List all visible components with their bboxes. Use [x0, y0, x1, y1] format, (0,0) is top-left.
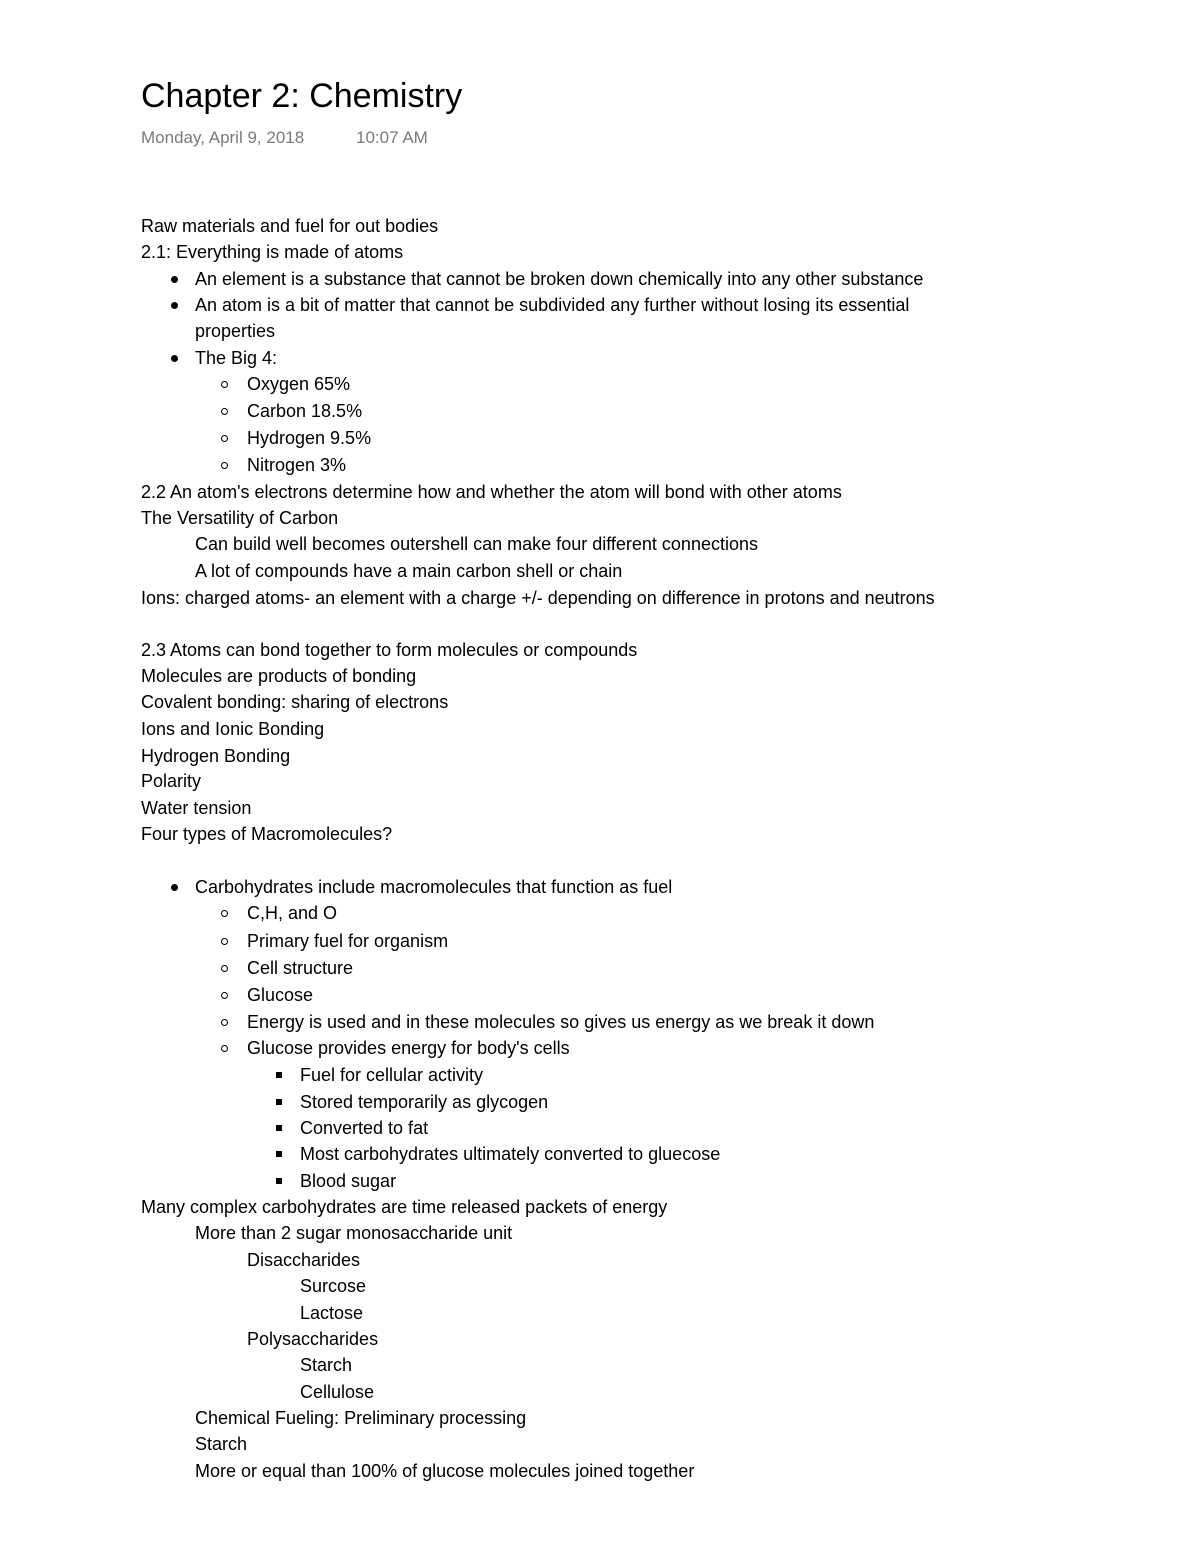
- list-item: An element is a substance that cannot be broken down chemically into any other substance: [195, 269, 924, 289]
- text-line: 2.2 An atom's electrons determine how and whether the atom will bond with other atoms: [141, 482, 842, 502]
- text-line: Water tension: [141, 798, 252, 818]
- bullet-circle-icon: [221, 435, 228, 442]
- bullet-square-icon: [276, 1099, 282, 1105]
- list-item: Stored temporarily as glycogen: [300, 1092, 549, 1112]
- bullet-circle-icon: [221, 992, 228, 999]
- list-item: The Big 4:: [195, 348, 278, 368]
- text-line: Cellulose: [300, 1382, 375, 1402]
- list-item: Glucose: [247, 985, 314, 1005]
- bullet-square-icon: [276, 1178, 282, 1184]
- bullet-square-icon: [276, 1072, 282, 1078]
- list-item: Carbohydrates include macromolecules that function as fuel: [195, 877, 673, 897]
- list-item: Most carbohydrates ultimately converted to gluecose: [300, 1144, 721, 1164]
- text-line: Starch: [300, 1355, 353, 1375]
- bullet-circle-icon: [221, 381, 228, 388]
- bullet-circle-icon: [221, 408, 228, 415]
- text-line: More or equal than 100% of glucose molecules joined together: [195, 1461, 695, 1481]
- list-item: Converted to fat: [300, 1118, 429, 1138]
- bullet-circle-icon: [221, 938, 228, 945]
- text-line: Molecules are products of bonding: [141, 666, 417, 686]
- text-line: 2.1: Everything is made of atoms: [141, 242, 404, 262]
- bullet-square-icon: [276, 1151, 282, 1157]
- text-line: More than 2 sugar monosaccharide unit: [195, 1223, 513, 1243]
- text-line: Starch: [195, 1434, 248, 1454]
- text-line: Hydrogen Bonding: [141, 746, 291, 766]
- bullet-circle-icon: [221, 910, 228, 917]
- bullet-disc-icon: [171, 355, 178, 362]
- list-item: Nitrogen 3%: [247, 455, 347, 475]
- list-item: Energy is used and in these molecules so gives us energy as we break it down: [247, 1012, 875, 1032]
- list-item: Glucose provides energy for body's cells: [247, 1038, 570, 1058]
- text-line: Disaccharides: [247, 1250, 361, 1270]
- text-line: Ions and Ionic Bonding: [141, 719, 325, 739]
- list-item: Primary fuel for organism: [247, 931, 449, 951]
- list-item: Blood sugar: [300, 1171, 397, 1191]
- text-line: 2.3 Atoms can bond together to form molecules or compounds: [141, 640, 638, 660]
- list-item: Fuel for cellular activity: [300, 1065, 484, 1085]
- list-item: Oxygen 65%: [247, 374, 351, 394]
- text-line: Can build well becomes outershell can make four different connections: [195, 534, 758, 554]
- list-item: Carbon 18.5%: [247, 401, 363, 421]
- text-line: Many complex carbohydrates are time released packets of energy: [141, 1197, 668, 1217]
- bullet-circle-icon: [221, 1045, 228, 1052]
- text-line: Chemical Fueling: Preliminary processing: [195, 1408, 527, 1428]
- bullet-disc-icon: [171, 884, 178, 891]
- page-title: Chapter 2: Chemistry: [141, 77, 463, 115]
- bullet-circle-icon: [221, 462, 228, 469]
- text-line: Ions: charged atoms- an element with a charge +/- depending on difference in protons and neutrons: [141, 588, 935, 608]
- note-time: 10:07 AM: [356, 128, 428, 147]
- note-date: Monday, April 9, 2018: [141, 128, 305, 147]
- text-line: properties: [195, 321, 276, 341]
- text-line: A lot of compounds have a main carbon shell or chain: [195, 561, 623, 581]
- bullet-circle-icon: [221, 965, 228, 972]
- text-line: Raw materials and fuel for out bodies: [141, 216, 439, 236]
- text-line: Covalent bonding: sharing of electrons: [141, 692, 449, 712]
- text-line: Surcose: [300, 1276, 367, 1296]
- bullet-disc-icon: [171, 276, 178, 283]
- text-line: The Versatility of Carbon: [141, 508, 339, 528]
- bullet-disc-icon: [171, 302, 178, 309]
- list-item: An atom is a bit of matter that cannot be subdivided any further without losing its essential: [195, 295, 910, 315]
- list-item: Cell structure: [247, 958, 354, 978]
- bullet-circle-icon: [221, 1019, 228, 1026]
- text-line: Four types of Macromolecules?: [141, 824, 393, 844]
- text-line: Polysaccharides: [247, 1329, 379, 1349]
- list-item: C,H, and O: [247, 903, 338, 923]
- bullet-square-icon: [276, 1125, 282, 1131]
- text-line: Polarity: [141, 771, 202, 791]
- text-line: Lactose: [300, 1303, 364, 1323]
- list-item: Hydrogen 9.5%: [247, 428, 372, 448]
